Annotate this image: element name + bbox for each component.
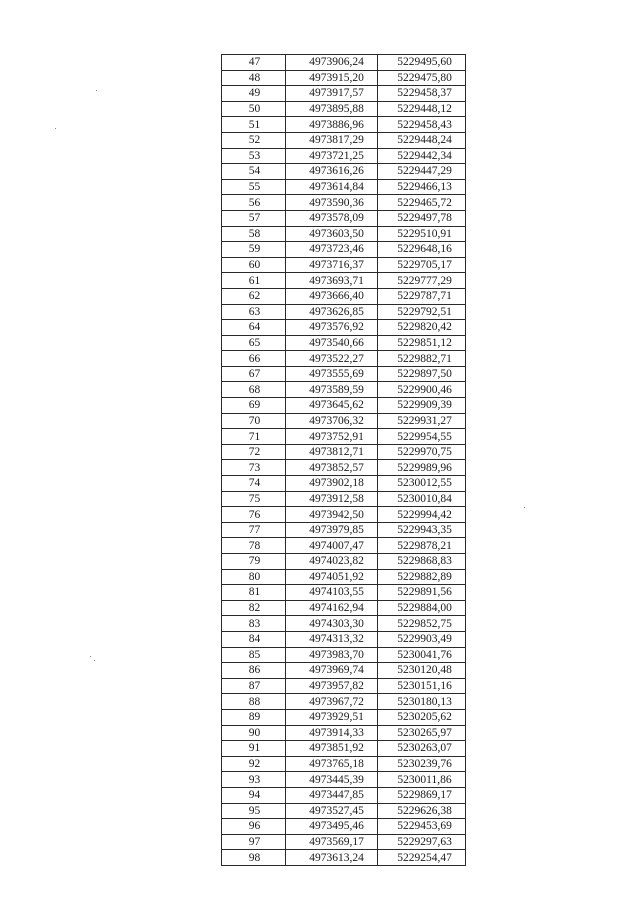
y-coordinate-cell: 5229878,21 (378, 538, 466, 554)
x-coordinate-cell: 4973851,92 (286, 741, 378, 757)
table-row (222, 117, 466, 133)
x-coordinate-cell: 4974007,47 (286, 538, 378, 554)
coordinates-table (221, 54, 466, 866)
coordinates-table-body (222, 55, 466, 866)
point-number-cell: 60 (222, 257, 286, 273)
point-number-cell: 84 (222, 631, 286, 647)
y-coordinate-cell: 5229882,89 (378, 569, 466, 585)
y-coordinate-cell: 5229458,43 (378, 117, 466, 133)
y-coordinate-cell: 5229510,91 (378, 226, 466, 242)
table-row (222, 429, 466, 445)
x-coordinate-cell: 4973626,85 (286, 304, 378, 320)
point-number-cell: 98 (222, 850, 286, 866)
point-number-cell: 48 (222, 70, 286, 86)
y-coordinate-cell: 5229705,17 (378, 257, 466, 273)
table-row (222, 304, 466, 320)
table-row (222, 210, 466, 226)
x-coordinate-cell: 4973969,74 (286, 663, 378, 679)
point-number-cell: 54 (222, 164, 286, 180)
table-row (222, 351, 466, 367)
y-coordinate-cell: 5229495,60 (378, 55, 466, 71)
y-coordinate-cell: 5229448,24 (378, 132, 466, 148)
x-coordinate-cell: 4973693,71 (286, 273, 378, 289)
y-coordinate-cell: 5229891,56 (378, 585, 466, 601)
table-row (222, 569, 466, 585)
x-coordinate-cell: 4973706,32 (286, 413, 378, 429)
x-coordinate-cell: 4973912,58 (286, 491, 378, 507)
x-coordinate-cell: 4973495,46 (286, 819, 378, 835)
table-row (222, 741, 466, 757)
point-number-cell: 92 (222, 756, 286, 772)
y-coordinate-cell: 5230239,76 (378, 756, 466, 772)
point-number-cell: 75 (222, 491, 286, 507)
table-row (222, 678, 466, 694)
point-number-cell: 78 (222, 538, 286, 554)
x-coordinate-cell: 4973852,57 (286, 460, 378, 476)
table-row (222, 55, 466, 71)
x-coordinate-cell: 4973915,20 (286, 70, 378, 86)
table-row (222, 257, 466, 273)
x-coordinate-cell: 4973445,39 (286, 772, 378, 788)
point-number-cell: 66 (222, 351, 286, 367)
x-coordinate-cell: 4974103,55 (286, 585, 378, 601)
table-row (222, 600, 466, 616)
y-coordinate-cell: 5229909,39 (378, 398, 466, 414)
point-number-cell: 70 (222, 413, 286, 429)
x-coordinate-cell: 4973895,88 (286, 101, 378, 117)
point-number-cell: 87 (222, 678, 286, 694)
x-coordinate-cell: 4973614,84 (286, 179, 378, 195)
x-coordinate-cell: 4973540,66 (286, 335, 378, 351)
point-number-cell: 80 (222, 569, 286, 585)
table-row (222, 538, 466, 554)
y-coordinate-cell: 5229497,78 (378, 210, 466, 226)
table-row (222, 787, 466, 803)
x-coordinate-cell: 4973917,57 (286, 86, 378, 102)
point-number-cell: 62 (222, 288, 286, 304)
table-row (222, 413, 466, 429)
y-coordinate-cell: 5229852,75 (378, 616, 466, 632)
point-number-cell: 81 (222, 585, 286, 601)
y-coordinate-cell: 5230041,76 (378, 647, 466, 663)
x-coordinate-cell: 4974051,92 (286, 569, 378, 585)
x-coordinate-cell: 4973616,26 (286, 164, 378, 180)
table-row (222, 694, 466, 710)
y-coordinate-cell: 5230151,16 (378, 678, 466, 694)
point-number-cell: 83 (222, 616, 286, 632)
point-number-cell: 50 (222, 101, 286, 117)
x-coordinate-cell: 4974023,82 (286, 554, 378, 570)
table-row (222, 631, 466, 647)
point-number-cell: 47 (222, 55, 286, 71)
table-row (222, 756, 466, 772)
point-number-cell: 71 (222, 429, 286, 445)
table-row (222, 616, 466, 632)
x-coordinate-cell: 4973929,51 (286, 709, 378, 725)
y-coordinate-cell: 5229465,72 (378, 195, 466, 211)
point-number-cell: 85 (222, 647, 286, 663)
point-number-cell: 95 (222, 803, 286, 819)
point-number-cell: 97 (222, 834, 286, 850)
y-coordinate-cell: 5229297,63 (378, 834, 466, 850)
point-number-cell: 74 (222, 476, 286, 492)
y-coordinate-cell: 5229868,83 (378, 554, 466, 570)
x-coordinate-cell: 4973979,85 (286, 522, 378, 538)
x-coordinate-cell: 4973578,09 (286, 210, 378, 226)
x-coordinate-cell: 4973589,59 (286, 382, 378, 398)
point-number-cell: 76 (222, 507, 286, 523)
table-row (222, 554, 466, 570)
table-row (222, 585, 466, 601)
point-number-cell: 67 (222, 366, 286, 382)
point-number-cell: 57 (222, 210, 286, 226)
table-row (222, 70, 466, 86)
x-coordinate-cell: 4973942,50 (286, 507, 378, 523)
x-coordinate-cell: 4973576,92 (286, 320, 378, 336)
table-row (222, 320, 466, 336)
table-row (222, 273, 466, 289)
x-coordinate-cell: 4973983,70 (286, 647, 378, 663)
x-coordinate-cell: 4973914,33 (286, 725, 378, 741)
y-coordinate-cell: 5230120,48 (378, 663, 466, 679)
x-coordinate-cell: 4973645,62 (286, 398, 378, 414)
y-coordinate-cell: 5230205,62 (378, 709, 466, 725)
y-coordinate-cell: 5229254,47 (378, 850, 466, 866)
point-number-cell: 52 (222, 132, 286, 148)
x-coordinate-cell: 4973716,37 (286, 257, 378, 273)
table-row (222, 850, 466, 866)
table-row (222, 507, 466, 523)
point-number-cell: 69 (222, 398, 286, 414)
x-coordinate-cell: 4973666,40 (286, 288, 378, 304)
y-coordinate-cell: 5229851,12 (378, 335, 466, 351)
point-number-cell: 96 (222, 819, 286, 835)
point-number-cell: 91 (222, 741, 286, 757)
x-coordinate-cell: 4973957,82 (286, 678, 378, 694)
x-coordinate-cell: 4973765,18 (286, 756, 378, 772)
point-number-cell: 90 (222, 725, 286, 741)
point-number-cell: 53 (222, 148, 286, 164)
y-coordinate-cell: 5229900,46 (378, 382, 466, 398)
x-coordinate-cell: 4973555,69 (286, 366, 378, 382)
table-row (222, 444, 466, 460)
x-coordinate-cell: 4973527,45 (286, 803, 378, 819)
y-coordinate-cell: 5229792,51 (378, 304, 466, 320)
table-row (222, 491, 466, 507)
table-row (222, 179, 466, 195)
point-number-cell: 77 (222, 522, 286, 538)
table-row (222, 335, 466, 351)
y-coordinate-cell: 5229626,38 (378, 803, 466, 819)
x-coordinate-cell: 4973447,85 (286, 787, 378, 803)
table-row (222, 772, 466, 788)
point-number-cell: 82 (222, 600, 286, 616)
point-number-cell: 86 (222, 663, 286, 679)
y-coordinate-cell: 5229442,34 (378, 148, 466, 164)
y-coordinate-cell: 5229466,13 (378, 179, 466, 195)
y-coordinate-cell: 5229989,96 (378, 460, 466, 476)
x-coordinate-cell: 4973590,36 (286, 195, 378, 211)
table-row (222, 132, 466, 148)
y-coordinate-cell: 5229447,29 (378, 164, 466, 180)
point-number-cell: 94 (222, 787, 286, 803)
point-number-cell: 58 (222, 226, 286, 242)
point-number-cell: 51 (222, 117, 286, 133)
table-row (222, 834, 466, 850)
y-coordinate-cell: 5229869,17 (378, 787, 466, 803)
table-row (222, 101, 466, 117)
point-number-cell: 59 (222, 242, 286, 258)
y-coordinate-cell: 5230265,97 (378, 725, 466, 741)
point-number-cell: 63 (222, 304, 286, 320)
x-coordinate-cell: 4973886,96 (286, 117, 378, 133)
table-row (222, 460, 466, 476)
table-row (222, 164, 466, 180)
table-row (222, 476, 466, 492)
scan-speck (90, 656, 91, 657)
x-coordinate-cell: 4973603,50 (286, 226, 378, 242)
y-coordinate-cell: 5229648,16 (378, 242, 466, 258)
table-row (222, 382, 466, 398)
y-coordinate-cell: 5229943,35 (378, 522, 466, 538)
table-row (222, 398, 466, 414)
y-coordinate-cell: 5229820,42 (378, 320, 466, 336)
x-coordinate-cell: 4973569,17 (286, 834, 378, 850)
table-row (222, 522, 466, 538)
y-coordinate-cell: 5229458,37 (378, 86, 466, 102)
point-number-cell: 56 (222, 195, 286, 211)
x-coordinate-cell: 4974313,32 (286, 631, 378, 647)
x-coordinate-cell: 4973812,71 (286, 444, 378, 460)
table-row (222, 148, 466, 164)
x-coordinate-cell: 4973752,91 (286, 429, 378, 445)
table-row (222, 647, 466, 663)
y-coordinate-cell: 5229954,55 (378, 429, 466, 445)
point-number-cell: 68 (222, 382, 286, 398)
x-coordinate-cell: 4973723,46 (286, 242, 378, 258)
table-row (222, 242, 466, 258)
table-row (222, 226, 466, 242)
y-coordinate-cell: 5230263,07 (378, 741, 466, 757)
scan-speck (94, 660, 95, 661)
point-number-cell: 73 (222, 460, 286, 476)
x-coordinate-cell: 4973817,29 (286, 132, 378, 148)
x-coordinate-cell: 4973721,25 (286, 148, 378, 164)
scan-speck (96, 90, 97, 91)
y-coordinate-cell: 5229903,49 (378, 631, 466, 647)
point-number-cell: 65 (222, 335, 286, 351)
y-coordinate-cell: 5229931,27 (378, 413, 466, 429)
point-number-cell: 49 (222, 86, 286, 102)
table-row (222, 725, 466, 741)
y-coordinate-cell: 5229777,29 (378, 273, 466, 289)
table-row (222, 663, 466, 679)
y-coordinate-cell: 5230180,13 (378, 694, 466, 710)
x-coordinate-cell: 4974162,94 (286, 600, 378, 616)
x-coordinate-cell: 4973522,27 (286, 351, 378, 367)
y-coordinate-cell: 5229453,69 (378, 819, 466, 835)
y-coordinate-cell: 5229475,80 (378, 70, 466, 86)
x-coordinate-cell: 4973902,18 (286, 476, 378, 492)
scan-speck (55, 128, 56, 129)
y-coordinate-cell: 5229970,75 (378, 444, 466, 460)
table-row (222, 86, 466, 102)
y-coordinate-cell: 5229994,42 (378, 507, 466, 523)
x-coordinate-cell: 4973613,24 (286, 850, 378, 866)
table-row (222, 803, 466, 819)
x-coordinate-cell: 4973967,72 (286, 694, 378, 710)
y-coordinate-cell: 5229884,00 (378, 600, 466, 616)
point-number-cell: 93 (222, 772, 286, 788)
y-coordinate-cell: 5230010,84 (378, 491, 466, 507)
y-coordinate-cell: 5229897,50 (378, 366, 466, 382)
point-number-cell: 72 (222, 444, 286, 460)
table-row (222, 366, 466, 382)
y-coordinate-cell: 5229787,71 (378, 288, 466, 304)
y-coordinate-cell: 5229448,12 (378, 101, 466, 117)
point-number-cell: 89 (222, 709, 286, 725)
point-number-cell: 61 (222, 273, 286, 289)
y-coordinate-cell: 5230011,86 (378, 772, 466, 788)
table-row (222, 819, 466, 835)
point-number-cell: 79 (222, 554, 286, 570)
y-coordinate-cell: 5229882,71 (378, 351, 466, 367)
table-row (222, 195, 466, 211)
x-coordinate-cell: 4974303,30 (286, 616, 378, 632)
x-coordinate-cell: 4973906,24 (286, 55, 378, 71)
table-row (222, 288, 466, 304)
scan-speck (524, 507, 525, 508)
point-number-cell: 55 (222, 179, 286, 195)
y-coordinate-cell: 5230012,55 (378, 476, 466, 492)
point-number-cell: 88 (222, 694, 286, 710)
table-row (222, 709, 466, 725)
point-number-cell: 64 (222, 320, 286, 336)
